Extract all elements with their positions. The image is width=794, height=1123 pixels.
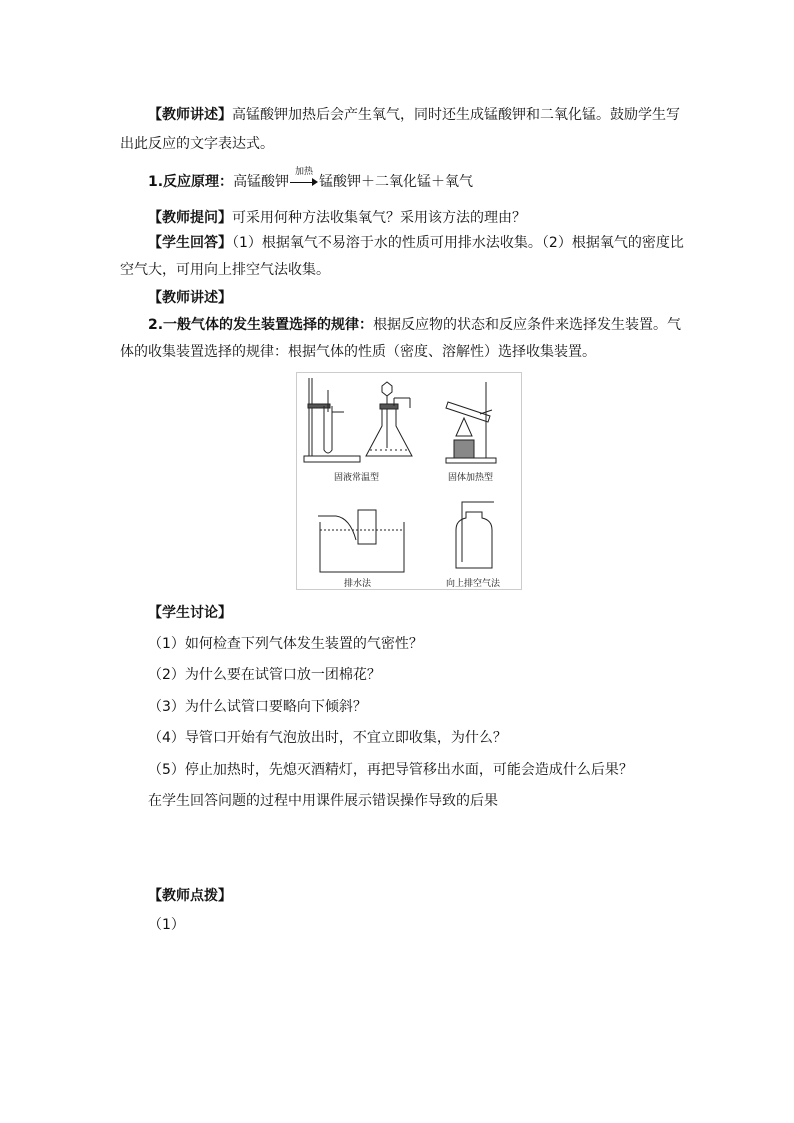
solid-heating-apparatus-icon	[446, 382, 496, 483]
solid-liquid-apparatus-icon	[304, 378, 412, 483]
caption-upward-air: 向上排空气法	[446, 579, 501, 589]
narration-text-line-2: 出此反应的文字表达式。	[120, 136, 274, 152]
reaction-condition: 加热	[295, 167, 314, 177]
student-answer-line-1: （1）根据氧气不易溶于水的性质可用排水法收集。（2）根据氧气的密度比	[232, 235, 684, 251]
discussion-item: （3）为什么试管口要略向下倾斜？	[148, 699, 367, 715]
rule-label: 2.一般气体的发生装置选择的规律：	[148, 317, 374, 333]
reactant: 高锰酸钾	[233, 174, 290, 190]
student-discussion-tag: 【学生讨论】	[148, 605, 232, 621]
discussion-item: （5）停止加热时，先熄灭酒精灯，再把导管移出水面，可能会造成什么后果？	[148, 762, 633, 778]
caption-solid-liquid: 固液常温型	[334, 473, 380, 483]
discussion-item: （4）导管口开始有气泡放出时，不宜立即收集，为什么？	[148, 730, 507, 746]
paragraph-teacher-narration-1	[148, 104, 708, 126]
teacher-tips-tag: 【教师点拨】	[148, 888, 232, 904]
gas-apparatus-rule	[148, 314, 708, 336]
reaction-arrow	[290, 167, 318, 189]
caption-water-displacement: 排水法	[344, 579, 372, 589]
narration-text-line-1: 高锰酸钾加热后会产生氧气，同时还生成锰酸钾和二氧化锰。鼓励学生写	[232, 107, 680, 123]
discussion-note: 在学生回答问题的过程中用课件展示错误操作导致的后果	[148, 793, 498, 809]
teacher-tips-item-1: （1）	[148, 917, 185, 933]
discussion-item: （2）为什么要在试管口放一团棉花？	[148, 667, 381, 683]
student-answer	[148, 232, 708, 254]
teacher-question	[148, 207, 708, 229]
apparatus-figure	[296, 372, 522, 590]
caption-solid-heating: 固体加热型	[448, 473, 494, 483]
reaction-principle	[148, 167, 708, 193]
products: 锰酸钾＋二氧化锰＋氧气	[319, 174, 474, 190]
teacher-narration-tag: 【教师讲述】	[148, 107, 232, 123]
water-displacement-icon	[318, 510, 404, 589]
student-answer-line-2: 空气大，可用向上排空气法收集。	[120, 262, 330, 278]
teacher-question-text: 可采用何种方法收集氧气？采用该方法的理由？	[232, 210, 526, 226]
upward-air-displacement-icon	[446, 502, 501, 589]
student-answer-tag: 【学生回答】	[148, 235, 232, 251]
teacher-question-tag: 【教师提问】	[148, 210, 232, 226]
teacher-narration-2-tag: 【教师讲述】	[148, 290, 232, 306]
principle-label: 1.反应原理：	[148, 174, 234, 190]
rule-text-line-2: 体的收集装置选择的规律：根据气体的性质（密度、溶解性）选择收集装置。	[120, 344, 596, 360]
rule-text-line-1: 根据反应物的状态和反应条件来选择发生装置。气	[373, 317, 682, 333]
discussion-item: （1）如何检查下列气体发生装置的气密性？	[148, 636, 423, 652]
